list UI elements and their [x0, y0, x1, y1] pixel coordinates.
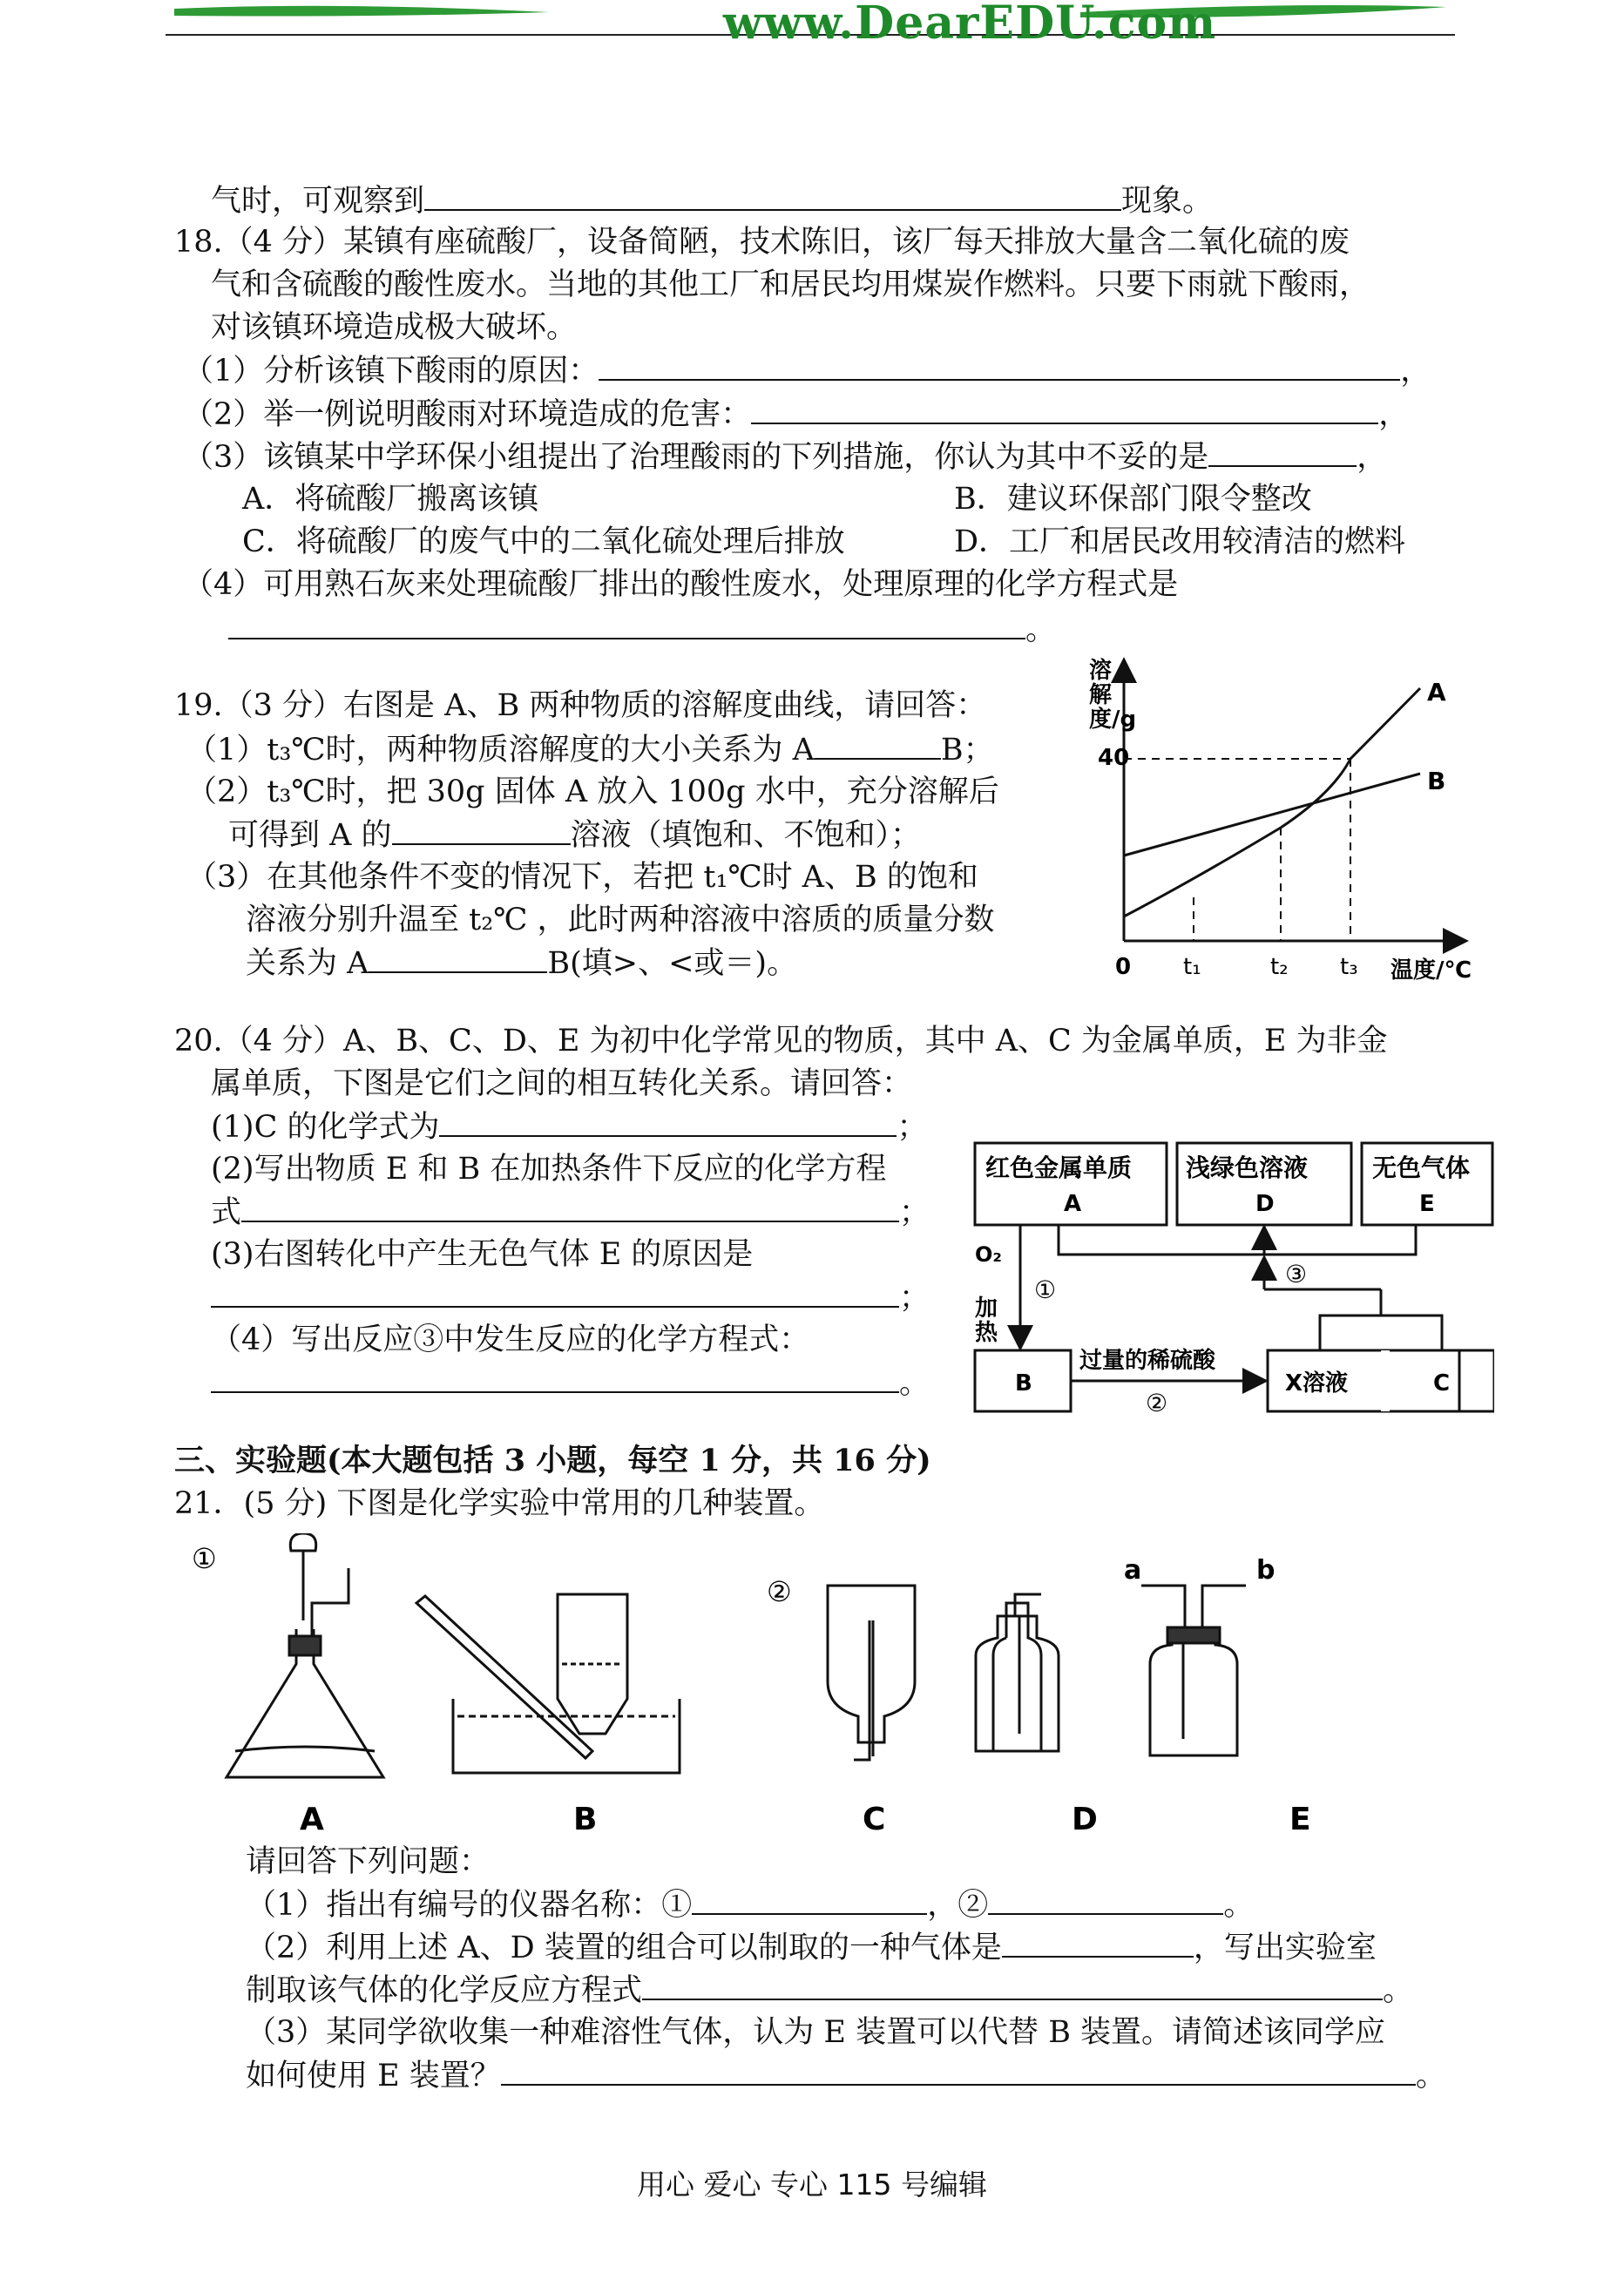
apparatus-c [828, 1586, 915, 1760]
q19-part-3a: （3）在其他条件不变的情况下，若把 t₁℃时 A、B 的饱和 [186, 860, 978, 895]
answer-blank[interactable] [599, 351, 1400, 381]
answer-blank[interactable] [211, 1278, 899, 1308]
apparatus-b [416, 1594, 680, 1773]
q20-part-3-answer: ； [211, 1278, 930, 1317]
box-gap [1381, 1350, 1390, 1411]
q20-stem-2: 属单质，下图是它们之间的相互转化关系。请回答： [211, 1066, 913, 1101]
apparatus-d [976, 1594, 1059, 1751]
answer-blank[interactable] [815, 730, 941, 760]
label-b: B [573, 1802, 598, 1837]
connector-x-c [1320, 1316, 1442, 1350]
x-tick-t3: t₃ [1340, 954, 1358, 980]
q21-part-2a: （2）利用上述 A、D 装置的组合可以制取的一种气体是 ，写出实验室 [246, 1928, 1377, 1967]
box-x-label: X溶液 [1285, 1370, 1349, 1397]
x-axis-label: 温度/℃ [1391, 957, 1472, 984]
connector-a-e [1059, 1225, 1416, 1255]
curve-a-label: A [1427, 678, 1446, 707]
brand-logo: www.DearEDU.com [723, 0, 1217, 50]
reaction-3-mark: ③ [1285, 1260, 1308, 1289]
box-b-letter: B [1015, 1370, 1032, 1397]
q20-stem-1: 20.（4 分）A、B、C、D、E 为初中化学常见的物质，其中 A、C 为金属单质，E 为非金 [174, 1024, 1388, 1059]
y-tick-40: 40 [1098, 745, 1130, 771]
q18-stem-2: 气和含硫酸的酸性废水。当地的其他工厂和居民均用煤炭作燃料。只要下雨就下酸雨， [211, 267, 1370, 302]
answer-blank[interactable] [988, 1885, 1223, 1915]
q21-part-3a: （3）某同学欲收集一种难溶性气体，认为 E 装置可以代替 B 装置。请简述该同学应 [246, 2015, 1386, 2050]
q21-part-1: （1）指出有编号的仪器名称：① ，② 。 [246, 1885, 1254, 1924]
q18-part-2: （2）举一例说明酸雨对环境造成的危害： ， [183, 395, 1409, 434]
mark-1: ① [192, 1542, 217, 1575]
answer-blank[interactable] [751, 395, 1378, 424]
x-tick-t2: t₂ [1270, 954, 1289, 980]
reaction-2-mark: ② [1146, 1389, 1168, 1417]
q18-option-b: B．建议环保部门限令整改 [954, 482, 1312, 517]
curve-b-label: B [1427, 767, 1446, 795]
q18-part-4: （4）可用熟石灰来处理硫酸厂排出的酸性废水，处理原理的化学方程式是 [183, 567, 1179, 602]
box-a-letter: A [1064, 1191, 1082, 1217]
q18-option-c: C．将硫酸厂的废气中的二氧化硫处理后排放 [242, 524, 845, 559]
answer-blank[interactable] [228, 610, 1025, 639]
y-label-3: 度/g [1089, 707, 1137, 733]
q18-stem-1: 18.（4 分）某镇有座硫酸厂，设备简陋，技术陈旧，该厂每天排放大量含二氧化硫的废 [174, 225, 1350, 260]
mark-2: ② [767, 1575, 792, 1608]
q21-ask: 请回答下列问题： [246, 1844, 491, 1879]
q21-part-2b: 制取该气体的化学反应方程式 。 [246, 1971, 1413, 2010]
q19-part-3c: 关系为 A B(填>、<或＝)。 [246, 944, 797, 983]
box-d-title: 浅绿色溶液 [1186, 1153, 1309, 1182]
box-a-title: 红色金属单质 [985, 1153, 1133, 1182]
apparatus-a [227, 1533, 383, 1777]
q19-part-3b: 溶液分别升温至 t₂℃ ，此时两种溶液中溶质的质量分数 [246, 903, 995, 937]
q19-part-2b: 可得到 A 的 溶液（填饱和、不饱和）； [228, 815, 921, 855]
q20-part-3: (3)右图转化中产生无色气体 E 的原因是 [211, 1237, 754, 1272]
q18-option-a: A．将硫酸厂搬离该镇 [242, 482, 539, 517]
port-a: a [1124, 1555, 1142, 1586]
answer-blank[interactable] [1208, 437, 1357, 467]
q20-part-2a: (2)写出物质 E 和 B 在加热条件下反应的化学方程 [211, 1152, 887, 1187]
section-3-title: 三、实验题(本大题包括 3 小题，每空 1 分，共 16 分) [174, 1443, 931, 1478]
answer-blank[interactable] [692, 1885, 927, 1915]
q21-stem: 21．(5 分) 下图是化学实验中常用的几种装置。 [174, 1486, 825, 1521]
port-b: b [1256, 1555, 1276, 1586]
answer-blank[interactable] [369, 944, 547, 973]
curve-b [1124, 774, 1420, 856]
q18-part-1: （1）分析该镇下酸雨的原因： ， [183, 351, 1431, 390]
q18-option-d: D．工厂和居民改用较清洁的燃料 [954, 524, 1406, 559]
q20-part-4: （4）写出反应③中发生反应的化学方程式： [211, 1322, 810, 1357]
box-d-letter: D [1255, 1191, 1275, 1217]
label-e: E [1289, 1802, 1311, 1837]
label-a: A [300, 1802, 324, 1837]
answer-blank[interactable] [1002, 1928, 1194, 1958]
answer-blank[interactable] [392, 815, 571, 845]
q19-part-2a: （2）t₃℃时，把 30g 固体 A 放入 100g 水中，充分溶解后 [186, 774, 999, 809]
answer-blank[interactable] [424, 181, 1121, 211]
answer-blank[interactable] [501, 2056, 1416, 2086]
q18-part-3: （3）该镇某中学环保小组提出了治理酸雨的下列措施，你认为其中不妥的是 ， [183, 437, 1387, 477]
y-label-1: 溶 [1089, 658, 1113, 684]
label-d: D [1072, 1802, 1098, 1837]
reaction-1-mark: ① [1034, 1275, 1057, 1304]
header-banner [166, 0, 1455, 50]
curve-a [1124, 688, 1420, 917]
q19-stem: 19.（3 分）右图是 A、B 两种物质的溶解度曲线，请回答： [174, 688, 987, 723]
x-tick-0: 0 [1115, 954, 1132, 980]
y-label-2: 解 [1089, 682, 1113, 708]
page-footer: 用心 爱心 专心 115 号编辑 [637, 2168, 987, 2202]
solubility-chart [1072, 645, 1490, 993]
apparatus-e [1141, 1586, 1246, 1755]
q18-part-4-answer: 。 [228, 610, 1056, 649]
o2-label: O₂ [975, 1242, 1002, 1267]
q20-part-1: (1)C 的化学式为 ； [211, 1107, 928, 1146]
acid-label: 过量的稀硫酸 [1079, 1348, 1216, 1374]
apparatus-figure [192, 1533, 1455, 1847]
box-c-letter: C [1433, 1370, 1451, 1397]
answer-blank[interactable] [642, 1971, 1383, 2000]
x-tick-t1: t₁ [1183, 954, 1201, 980]
answer-blank[interactable] [439, 1107, 897, 1137]
q18-stem-3: 对该镇环境造成极大破坏。 [211, 310, 578, 345]
q20-part-4-answer: 。 [211, 1363, 930, 1403]
answer-blank[interactable] [211, 1363, 899, 1393]
label-c: C [863, 1802, 886, 1837]
q20-part-2b: 式 ； [211, 1193, 930, 1232]
q21-part-3b: 如何使用 E 装置？ 。 [246, 2056, 1446, 2095]
box-e-title: 无色气体 [1372, 1153, 1471, 1182]
conversion-diagram [971, 1133, 1494, 1420]
heat-label-2: 热 [975, 1320, 998, 1346]
answer-blank[interactable] [241, 1193, 899, 1222]
heat-label-1: 加 [975, 1295, 998, 1322]
q19-part-1: （1）t₃℃时，两种物质溶解度的大小关系为 A B； [186, 730, 994, 769]
box-e-letter: E [1419, 1191, 1435, 1217]
q17-tail: 气时，可观察到 现象。 [211, 181, 1213, 220]
